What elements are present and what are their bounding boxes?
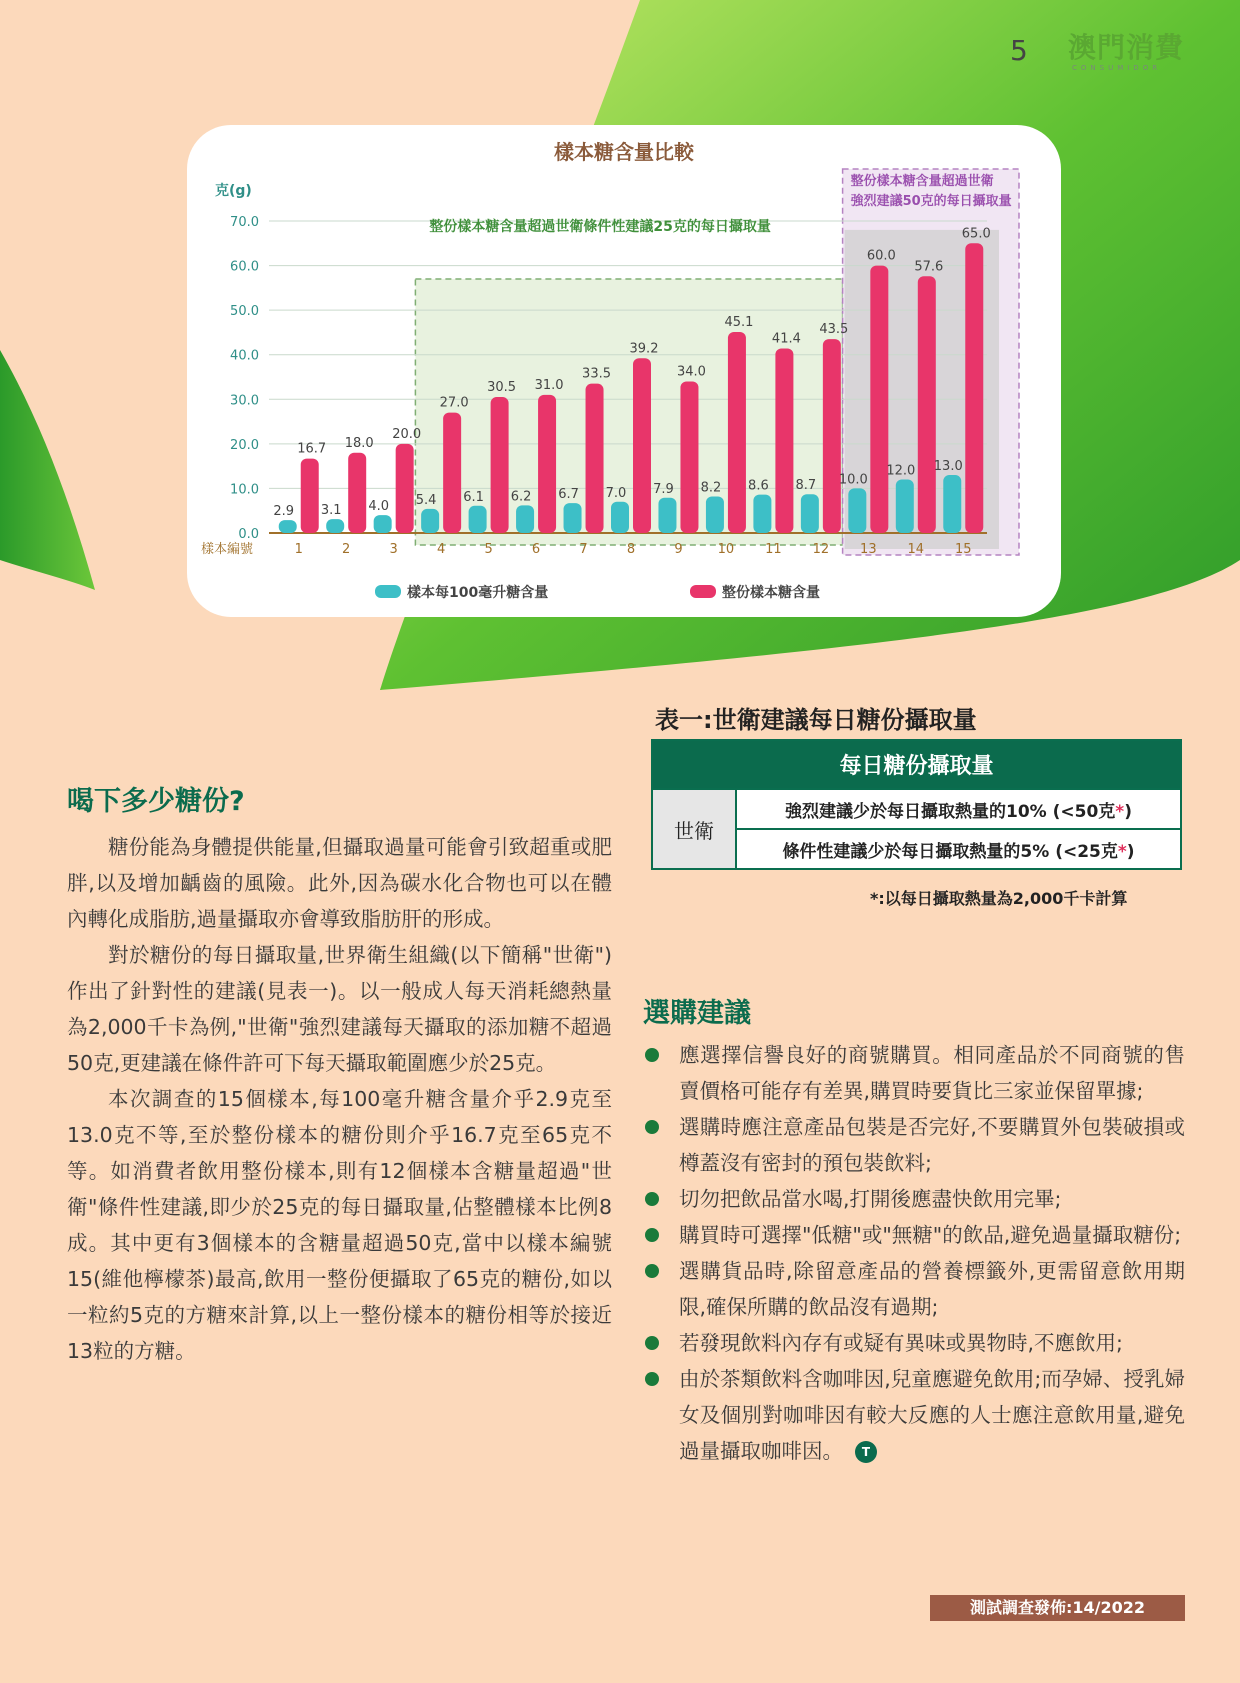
data-label-per-100ml: 7.9 xyxy=(653,481,674,497)
paragraph: 對於糖份的每日攝取量,世界衛生組織(以下簡稱"世衛")作出了針對性的建議(見表一)。以一般成人每天消耗總熱量為2,000千卡為例,"世衛"強烈建議每天攝取的添加糖不超過50克,更建議在條件許可下每天攝取範圍應少於25克。 xyxy=(67,943,612,1075)
brand-logo xyxy=(1068,32,1184,73)
end-mark-icon: T xyxy=(855,1441,877,1463)
data-label-per-100ml: 8.2 xyxy=(700,480,722,496)
x-tick-label: 15 xyxy=(954,542,972,557)
right-column xyxy=(643,997,1185,1469)
section-title-sugar-intake: 喝下多少糖份? xyxy=(67,786,245,817)
bar-per-100ml xyxy=(516,505,534,533)
y-tick-label: 40.0 xyxy=(230,348,259,364)
y-tick-label: 30.0 xyxy=(230,393,259,409)
bar-whole-sample xyxy=(586,384,604,533)
bar-whole-sample xyxy=(538,395,556,533)
data-label-per-100ml: 4.0 xyxy=(368,499,390,515)
y-tick-label: 0.0 xyxy=(238,527,259,542)
x-tick-label: 12 xyxy=(812,542,830,557)
x-tick-label: 8 xyxy=(626,542,636,557)
sugar-chart-card xyxy=(187,125,1061,617)
data-label-per-100ml: 2.9 xyxy=(273,504,295,520)
data-label-whole-sample: 41.4 xyxy=(771,331,801,347)
bullet-icon xyxy=(645,1228,659,1242)
bar-whole-sample xyxy=(775,348,793,533)
table-header: 每日糖份攝取量 xyxy=(652,740,1181,789)
data-label-per-100ml: 3.1 xyxy=(320,503,342,519)
x-tick-label: 10 xyxy=(717,542,735,557)
list-item: 購買時可選擇"低糖"或"無糖"的飲品,避免過量攝取糖份; xyxy=(643,1217,1185,1253)
bar-whole-sample xyxy=(870,266,888,533)
data-label-whole-sample: 43.5 xyxy=(819,322,849,338)
data-label-whole-sample: 34.0 xyxy=(676,364,706,380)
bar-per-100ml xyxy=(421,509,439,533)
bar-per-100ml xyxy=(279,520,297,533)
bullet-icon xyxy=(645,1336,659,1350)
x-tick-label: 4 xyxy=(436,542,446,557)
y-tick-label: 60.0 xyxy=(230,259,259,275)
list-item: 切勿把飲品當水喝,打開後應盡快飲用完畢; xyxy=(643,1181,1185,1217)
data-label-per-100ml: 5.4 xyxy=(415,492,437,508)
bar-whole-sample xyxy=(633,358,651,533)
data-label-whole-sample: 65.0 xyxy=(961,226,991,242)
x-tick-label: 9 xyxy=(674,542,683,557)
list-item: 由於茶類飲料含咖啡因,兒童應避免飲用;而孕婦、授乳婦女及個別對咖啡因有較大反應的人士應注意飲用量,避免過量攝取咖啡因。 T xyxy=(643,1361,1185,1469)
data-label-per-100ml: 6.2 xyxy=(510,489,532,505)
bar-per-100ml xyxy=(943,475,961,533)
bar-whole-sample xyxy=(823,339,841,533)
y-tick-label: 10.0 xyxy=(230,482,259,498)
data-label-whole-sample: 33.5 xyxy=(582,366,612,382)
sugar-content-chart xyxy=(187,125,1061,617)
y-tick-label: 70.0 xyxy=(230,215,259,230)
data-label-whole-sample: 39.2 xyxy=(629,341,659,357)
data-label-per-100ml: 13.0 xyxy=(933,459,963,475)
x-tick-label: 11 xyxy=(765,542,782,557)
y-axis-label: 克(g) xyxy=(215,183,252,199)
table-row: 強烈建議少於每日攝取熱量的10% (<50克*) xyxy=(736,789,1181,829)
x-tick-label: 7 xyxy=(579,542,588,557)
buying-tips-list xyxy=(643,1037,1185,1469)
bar-whole-sample xyxy=(348,453,366,533)
data-label-whole-sample: 27.0 xyxy=(439,395,469,411)
data-label-whole-sample: 20.0 xyxy=(392,426,422,442)
y-tick-label: 20.0 xyxy=(230,437,259,453)
data-label-whole-sample: 45.1 xyxy=(724,314,754,330)
data-label-whole-sample: 57.6 xyxy=(914,259,944,275)
bar-per-100ml xyxy=(374,515,392,533)
bar-per-100ml xyxy=(658,498,676,533)
table-footnote: *:以每日攝取熱量為2,000千卡計算 xyxy=(870,889,1128,908)
bar-whole-sample xyxy=(443,413,461,533)
x-axis-label: 樣本編號 xyxy=(201,542,254,557)
list-item: 若發現飲料內存有或疑有異味或異物時,不應飲用; xyxy=(643,1325,1185,1361)
data-label-per-100ml: 12.0 xyxy=(886,463,916,479)
bar-whole-sample xyxy=(728,332,746,533)
bar-per-100ml xyxy=(896,480,914,533)
table-row-label: 世衛 xyxy=(652,789,736,869)
x-tick-label: 13 xyxy=(860,542,877,557)
annotation-label-50g: 強烈建議50克的每日攝取量 xyxy=(850,194,1012,209)
bar-per-100ml xyxy=(611,502,629,533)
who-intake-table xyxy=(651,739,1182,870)
x-tick-label: 3 xyxy=(389,542,398,557)
x-tick-label: 6 xyxy=(531,542,541,557)
y-tick-label: 50.0 xyxy=(230,304,259,320)
left-column xyxy=(67,785,612,1369)
bar-per-100ml xyxy=(326,519,344,533)
legend-swatch-whole-sample xyxy=(690,585,716,598)
data-label-whole-sample: 31.0 xyxy=(534,377,564,393)
bar-whole-sample xyxy=(396,444,414,533)
bar-whole-sample xyxy=(491,397,509,533)
x-tick-label: 14 xyxy=(907,542,925,557)
legend-label-per-100ml: 樣本每100毫升糖含量 xyxy=(407,585,549,601)
bullet-icon xyxy=(645,1192,659,1206)
data-label-per-100ml: 8.7 xyxy=(795,478,817,494)
list-item: 選購時應注意產品包裝是否完好,不要購買外包裝破損或樽蓋沒有密封的預包裝飲料; xyxy=(643,1109,1185,1181)
brand-name: 澳門消費 xyxy=(1068,31,1185,64)
bar-whole-sample xyxy=(965,243,983,533)
bullet-icon xyxy=(645,1372,659,1386)
bar-whole-sample xyxy=(918,276,936,533)
data-label-whole-sample: 18.0 xyxy=(344,435,374,451)
list-item: 選購貨品時,除留意產品的營養標籤外,更需留意飲用期限,確保所購的飲品沒有過期; xyxy=(643,1253,1185,1325)
legend-label-whole-sample: 整份樣本糖含量 xyxy=(722,585,820,601)
list-item: 應選擇信譽良好的商號購買。相同產品於不同商號的售賣價格可能存有差異,購買時要貨比三家並保留單據; xyxy=(643,1037,1185,1109)
data-label-whole-sample: 60.0 xyxy=(866,248,896,264)
bar-per-100ml xyxy=(753,495,771,533)
data-label-per-100ml: 6.1 xyxy=(463,489,484,505)
x-tick-label: 1 xyxy=(294,542,303,557)
paragraph: 本次調查的15個樣本,每100毫升糖含量介乎2.9克至13.0克不等,至於整份樣本的糖份則介乎16.7克至65克不等。如消費者飲用整份樣本,則有12個樣本含糖量超過"世衛"條件性建議,即少於25克的每日攝取量,佔整體樣本比例8成。其中更有3個樣本的含糖量超過50克,當中以樣本編號15(維他檸檬茶)最高,飲用一整份便攝取了65克的糖份,如以一粒約5克的方糖來計算,以上一整份樣本的糖份相等於接近13粒的方糖。 xyxy=(67,1087,612,1363)
table-row: 條件性建議少於每日攝取熱量的5% (<25克*) xyxy=(736,829,1181,869)
data-label-per-100ml: 7.0 xyxy=(605,485,627,501)
page-number: 5 xyxy=(1010,34,1028,67)
bar-whole-sample xyxy=(301,459,319,533)
bar-per-100ml xyxy=(706,496,724,533)
annotation-label-25g: 整份樣本糖含量超過世衛條件性建議25克的每日攝取量 xyxy=(429,218,771,235)
data-label-per-100ml: 8.6 xyxy=(748,478,769,494)
bar-per-100ml xyxy=(469,506,487,533)
bullet-icon xyxy=(645,1048,659,1062)
legend-swatch-per-100ml xyxy=(375,585,401,598)
bar-whole-sample xyxy=(680,381,698,533)
table-title: 表一:世衛建議每日糖份攝取量 xyxy=(655,706,977,734)
data-label-whole-sample: 16.7 xyxy=(297,441,327,457)
bullet-icon xyxy=(645,1120,659,1134)
bar-per-100ml xyxy=(848,488,866,533)
data-label-whole-sample: 30.5 xyxy=(487,380,517,396)
brand-subtitle: CONSUMIDOR xyxy=(1072,64,1162,72)
x-tick-label: 5 xyxy=(484,542,493,557)
bar-per-100ml xyxy=(801,494,819,533)
annotation-label-50g: 整份樣本糖含量超過世衛 xyxy=(850,174,994,189)
chart-title: 樣本糖含量比較 xyxy=(554,140,694,164)
section-title-buying-advice: 選購建議 xyxy=(643,998,751,1029)
data-label-per-100ml: 6.7 xyxy=(558,487,579,503)
publication-tag: 測試調查發佈:14/2022 xyxy=(930,1595,1185,1621)
data-label-per-100ml: 10.0 xyxy=(838,472,868,488)
bar-per-100ml xyxy=(564,503,582,533)
x-tick-label: 2 xyxy=(342,542,351,557)
bullet-icon xyxy=(645,1264,659,1278)
paragraph: 糖份能為身體提供能量,但攝取過量可能會引致超重或肥胖,以及增加齲齒的風險。此外,因為碳水化合物也可以在體內轉化成脂肪,過量攝取亦會導致脂肪肝的形成。 xyxy=(67,835,612,931)
